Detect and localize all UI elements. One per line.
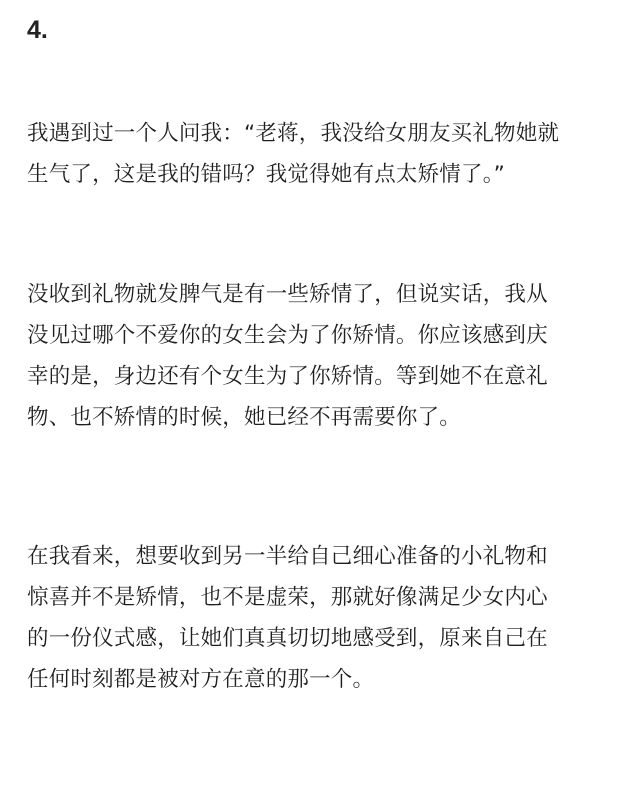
- paragraph-line: 任何时刻都是被对方在意的那一个。: [27, 667, 375, 692]
- paragraph-line: 惊喜并不是矫情，也不是虚荣，那就好像满足少女内心: [27, 585, 548, 610]
- paragraph-line: 没见过哪个不爱你的女生会为了你矫情。你应该感到庆: [27, 323, 548, 348]
- paragraph-line: 我遇到过一个人问我：“老蒋，我没给女朋友买礼物她就: [27, 121, 560, 146]
- paragraph-line: 生气了，这是我的错吗？我觉得她有点太矫情了。”: [27, 162, 505, 187]
- paragraph-2: [27, 274, 617, 438]
- paragraph-line: 没收到礼物就发脾气是有一些矫情了，但说实话，我从: [27, 282, 548, 307]
- paragraph-line: 幸的是，身边还有个女生为了你矫情。等到她不在意礼: [27, 364, 548, 389]
- paragraph-3: [27, 536, 617, 700]
- paragraph-line: 物、也不矫情的时候，她已经不再需要你了。: [27, 405, 462, 430]
- paragraph-line: 在我看来，想要收到另一半给自己细心准备的小礼物和: [27, 544, 548, 569]
- paragraph-1: [27, 113, 617, 195]
- section-number: 4.: [27, 16, 48, 44]
- paragraph-line: 的一份仪式感，让她们真真切切地感受到，原来自己在: [27, 626, 548, 651]
